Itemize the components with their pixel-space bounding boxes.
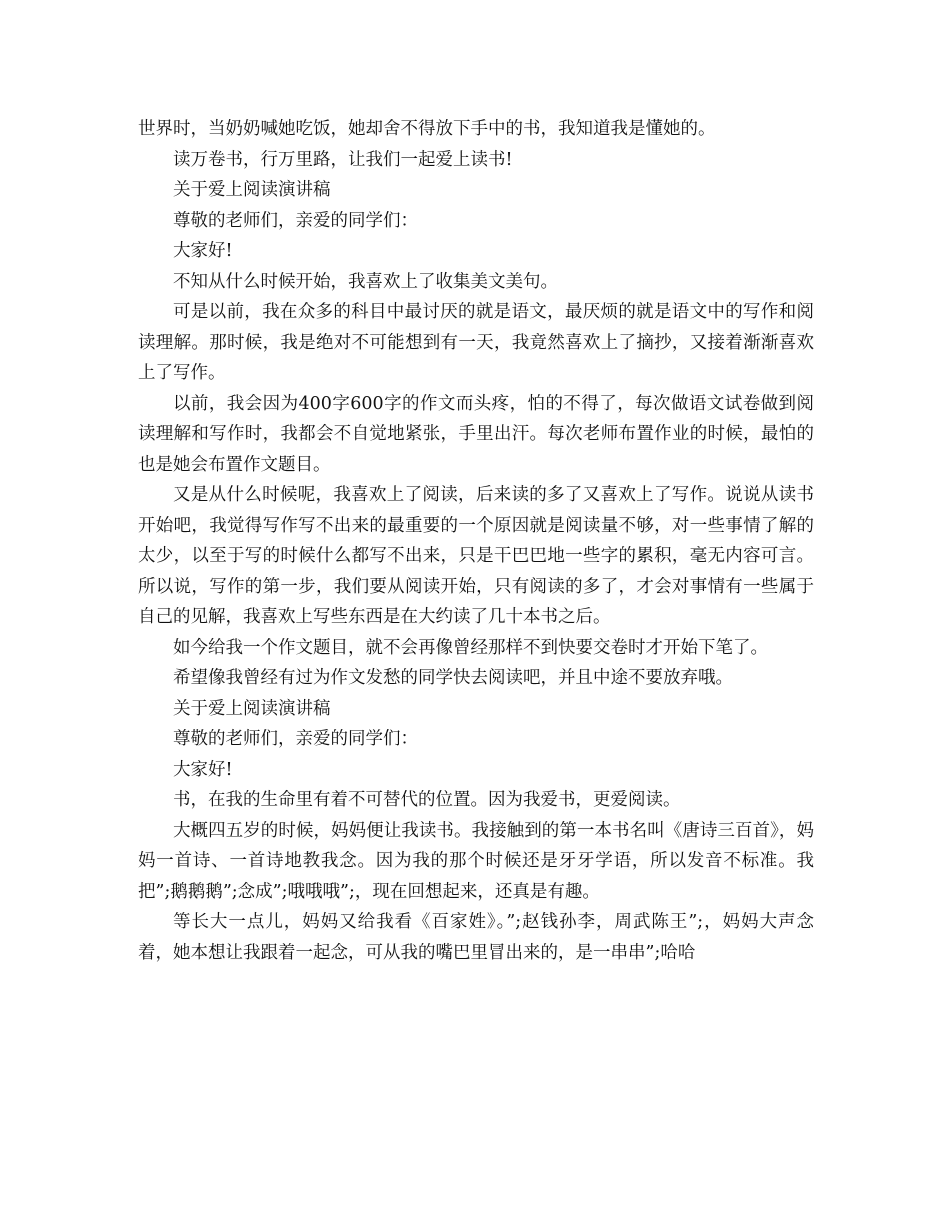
salutation: 尊敬的老师们，亲爱的同学们： bbox=[173, 210, 418, 231]
paragraph: 又是从什么时候呢，我喜欢上了阅读，后来读的多了又喜欢上了写作。说说从读书开始吧，我觉得写作写不出来的最重要的一个原因就是阅读量不够，对一些事情了解的太少，以至于写的时候什么都写不出来，只是干巴巴地一些字的累积，毫无内容可言。所以说，写作的第一步，我们要从阅读开始，只有阅读的多了，才会对事情有一些属于自己的见解，我喜欢上写些东西是在大约读了几十本书之后。 bbox=[138, 485, 814, 627]
paragraph: 希望像我曾经有过为作文发愁的同学快去阅读吧，并且中途不要放弃哦。 bbox=[173, 668, 733, 688]
paragraph: 以前，我会因为400字600字的作文而头疼，怕的不得了，每次做语文试卷做到阅读理解和写作时，我都会不自觉地紧张，手里出汗。每次老师布置作业的时候，最怕的也是她会布置作文题目。 bbox=[138, 393, 814, 475]
paragraph: 书，在我的生命里有着不可替代的位置。因为我爱书，更爱阅读。 bbox=[173, 790, 681, 810]
paragraph: 不知从什么时候开始，我喜欢上了收集美文美句。 bbox=[173, 271, 558, 292]
paragraph: 世界时，当奶奶喊她吃饭，她却舍不得放下手中的书，我知道我是懂她的。 bbox=[138, 119, 716, 139]
salutation: 尊敬的老师们，亲爱的同学们： bbox=[173, 729, 418, 749]
section-title: 关于爱上阅读演讲稿 bbox=[173, 698, 331, 719]
paragraph: 读万卷书，行万里路，让我们一起爱上读书! bbox=[173, 149, 513, 170]
greeting: 大家好! bbox=[173, 759, 233, 780]
document-body bbox=[138, 114, 814, 968]
paragraph: 如今给我一个作文题目，就不会再像曾经那样不到快要交卷时才开始下笔了。 bbox=[173, 637, 768, 658]
paragraph: 大概四五岁的时候，妈妈便让我读书。我接触到的第一本书名叫《唐诗三百首》，妈妈一首诗、一首诗地教我念。因为我的那个时候还是牙牙学语，所以发音不标准。我把”;鹅鹅鹅”;念成”;哦哦哦”;，现在回想起来，还真是有趣。 bbox=[138, 820, 814, 902]
paragraph: 等长大一点儿，妈妈又给我看《百家姓》。”;赵钱孙李，周武陈王”;，妈妈大声念着，她本想让我跟着一起念，可从我的嘴巴里冒出来的，是一串串”;哈哈 bbox=[138, 912, 814, 963]
greeting: 大家好! bbox=[173, 241, 233, 261]
paragraph: 可是以前，我在众多的科目中最讨厌的就是语文，最厌烦的就是语文中的写作和阅读理解。那时候，我是绝对不可能想到有一天，我竟然喜欢上了摘抄，又接着渐渐喜欢上了写作。 bbox=[138, 302, 814, 383]
section-title: 关于爱上阅读演讲稿 bbox=[173, 180, 331, 200]
